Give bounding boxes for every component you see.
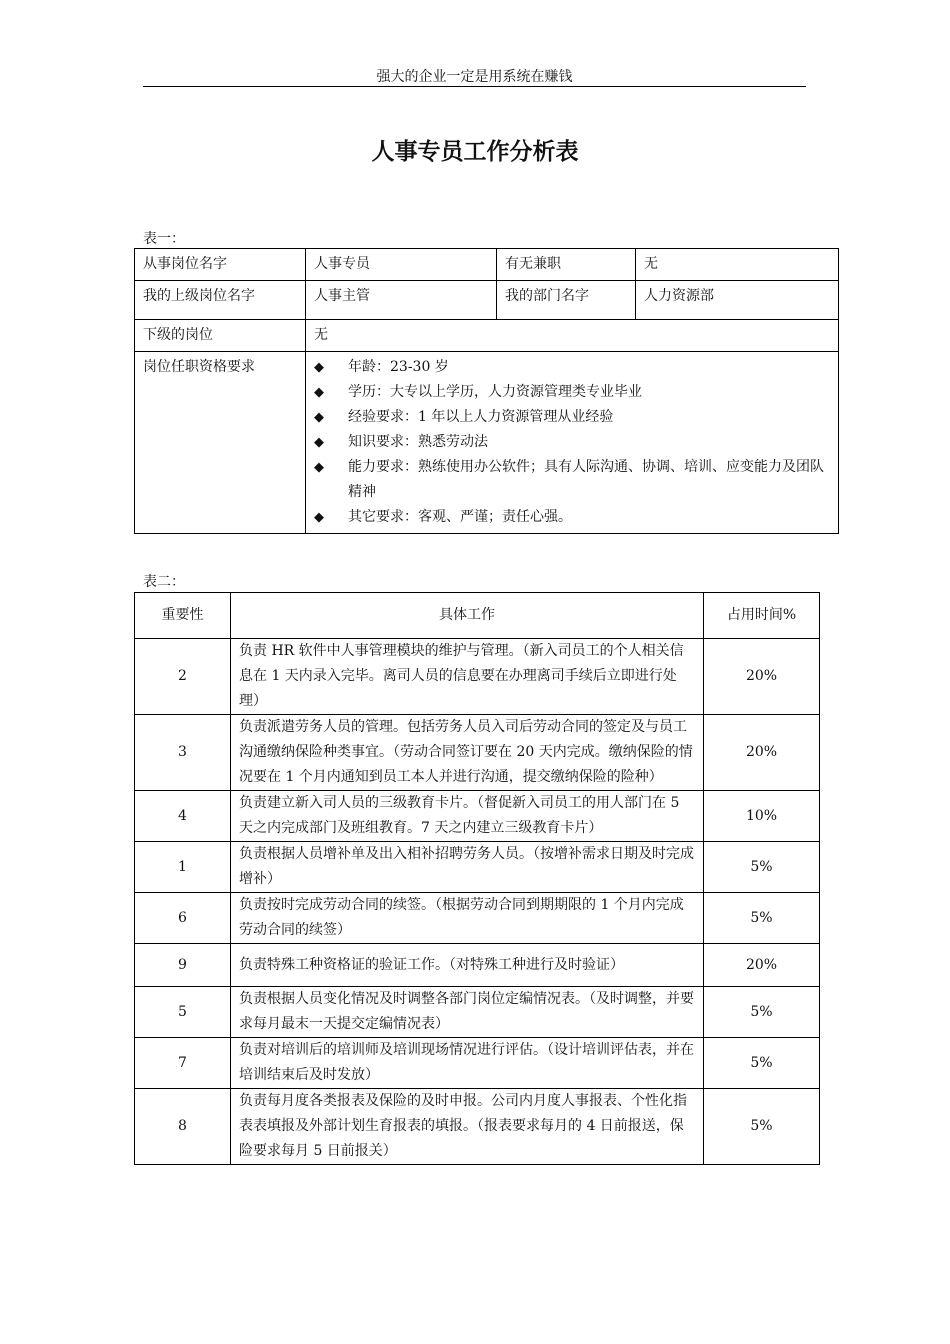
work-cell: 负责根据人员变化情况及时调整各部门岗位定编情况表。（及时调整，并要求每月最末一天提交定编情况表） — [231, 987, 704, 1038]
header-divider — [143, 86, 806, 87]
time-cell: 5% — [704, 987, 820, 1038]
importance-cell: 6 — [135, 893, 231, 944]
list-item — [314, 380, 830, 405]
work-header: 具体工作 — [231, 593, 704, 639]
list-item — [314, 355, 830, 380]
subordinate-position-value: 无 — [306, 320, 839, 352]
time-cell: 20% — [704, 715, 820, 791]
work-cell: 负责建立新入司人员的三级教育卡片。（督促新入司员工的用人部门在 5 天之内完成部门及班组教育。7 天之内建立三级教育卡片） — [231, 791, 704, 842]
table-row — [135, 281, 839, 320]
department-value: 人力资源部 — [636, 281, 839, 320]
table-row — [135, 1089, 820, 1165]
work-cell: 负责特殊工种资格证的验证工作。（对特殊工种进行及时验证） — [231, 944, 704, 987]
superior-position-label: 我的上级岗位名字 — [135, 281, 306, 320]
page-title: 人事专员工作分析表 — [371, 139, 579, 165]
requirement-text: 年龄：23-30 岁 — [348, 359, 449, 375]
requirement-text: 其它要求：客观、严谨；责任心强。 — [348, 509, 572, 525]
work-cell: 负责 HR 软件中人事管理模块的维护与管理。（新入司员工的个人相关信息在 1 天内录入完毕。离司人员的信息要在办理离司手续后立即进行处理） — [231, 639, 704, 715]
requirements-cell — [306, 352, 839, 534]
page-header-slogan: 强大的企业一定是用系统在赚钱 — [376, 69, 573, 85]
work-cell: 负责对培训后的培训师及培训现场情况进行评估。（设计培训评估表，并在培训结束后及时发放） — [231, 1038, 704, 1089]
list-item — [314, 430, 830, 455]
work-cell: 负责根据人员增补单及出入相补招聘劳务人员。（按增补需求日期及时完成增补） — [231, 842, 704, 893]
diamond-bullet-icon: ◆ — [314, 410, 324, 425]
table-row — [135, 320, 839, 352]
table-row — [135, 1038, 820, 1089]
requirement-text: 经验要求：1 年以上人力资源管理从业经验 — [348, 409, 614, 425]
superior-position-value: 人事主管 — [306, 281, 497, 320]
list-item — [314, 455, 830, 505]
importance-cell: 8 — [135, 1089, 231, 1165]
time-header: 占用时间% — [704, 593, 820, 639]
importance-cell: 3 — [135, 715, 231, 791]
work-analysis-table — [134, 592, 820, 1165]
position-info-table — [134, 248, 839, 534]
work-cell: 负责派遣劳务人员的管理。包括劳务人员入司后劳动合同的签定及与员工沟通缴纳保险种类事宜。（劳动合同签订要在 20 天内完成。缴纳保险的情况要在 1 个月内通知到员工本人并进行沟通，提交缴纳保险的险种） — [231, 715, 704, 791]
table-row — [135, 715, 820, 791]
requirement-text: 学历：大专以上学历，人力资源管理类专业毕业 — [348, 384, 642, 400]
requirement-text: 知识要求：熟悉劳动法 — [348, 434, 488, 450]
work-cell: 负责每月度各类报表及保险的及时申报。公司内月度人事报表、个性化指表表填报及外部计划生育报表的填报。（报表要求每月的 4 日前报送，保险要求每月 5 日前报关） — [231, 1089, 704, 1165]
time-cell: 5% — [704, 893, 820, 944]
importance-header: 重要性 — [135, 593, 231, 639]
list-item — [314, 505, 830, 530]
work-cell: 负责按时完成劳动合同的续签。（根据劳动合同到期期限的 1 个月内完成劳动合同的续签） — [231, 893, 704, 944]
requirements-list — [314, 355, 830, 530]
time-cell: 5% — [704, 842, 820, 893]
time-cell: 20% — [704, 944, 820, 987]
diamond-bullet-icon: ◆ — [314, 360, 324, 375]
importance-cell: 5 — [135, 987, 231, 1038]
requirement-text: 能力要求：熟练使用办公软件；具有人际沟通、协调、培训、应变能力及团队精神 — [348, 459, 824, 500]
time-cell: 5% — [704, 1038, 820, 1089]
diamond-bullet-icon: ◆ — [314, 510, 324, 525]
diamond-bullet-icon: ◆ — [314, 460, 324, 475]
importance-cell: 1 — [135, 842, 231, 893]
importance-cell: 7 — [135, 1038, 231, 1089]
table-row — [135, 893, 820, 944]
table2-label: 表二： — [143, 574, 185, 590]
diamond-bullet-icon: ◆ — [314, 435, 324, 450]
list-item — [314, 405, 830, 430]
table-row — [135, 842, 820, 893]
table-row — [135, 944, 820, 987]
table-row — [135, 639, 820, 715]
table-row — [135, 249, 839, 281]
importance-cell: 2 — [135, 639, 231, 715]
time-cell: 5% — [704, 1089, 820, 1165]
time-cell: 10% — [704, 791, 820, 842]
requirements-label: 岗位任职资格要求 — [135, 352, 306, 534]
subordinate-position-label: 下级的岗位 — [135, 320, 306, 352]
table-row — [135, 791, 820, 842]
importance-cell: 9 — [135, 944, 231, 987]
table-row — [135, 987, 820, 1038]
concurrent-job-label: 有无兼职 — [497, 249, 636, 281]
position-name-value: 人事专员 — [306, 249, 497, 281]
importance-cell: 4 — [135, 791, 231, 842]
diamond-bullet-icon: ◆ — [314, 385, 324, 400]
position-name-label: 从事岗位名字 — [135, 249, 306, 281]
table-header-row — [135, 593, 820, 639]
table-row — [135, 352, 839, 534]
concurrent-job-value: 无 — [636, 249, 839, 281]
time-cell: 20% — [704, 639, 820, 715]
table1-label: 表一： — [143, 231, 185, 247]
department-label: 我的部门名字 — [497, 281, 636, 320]
